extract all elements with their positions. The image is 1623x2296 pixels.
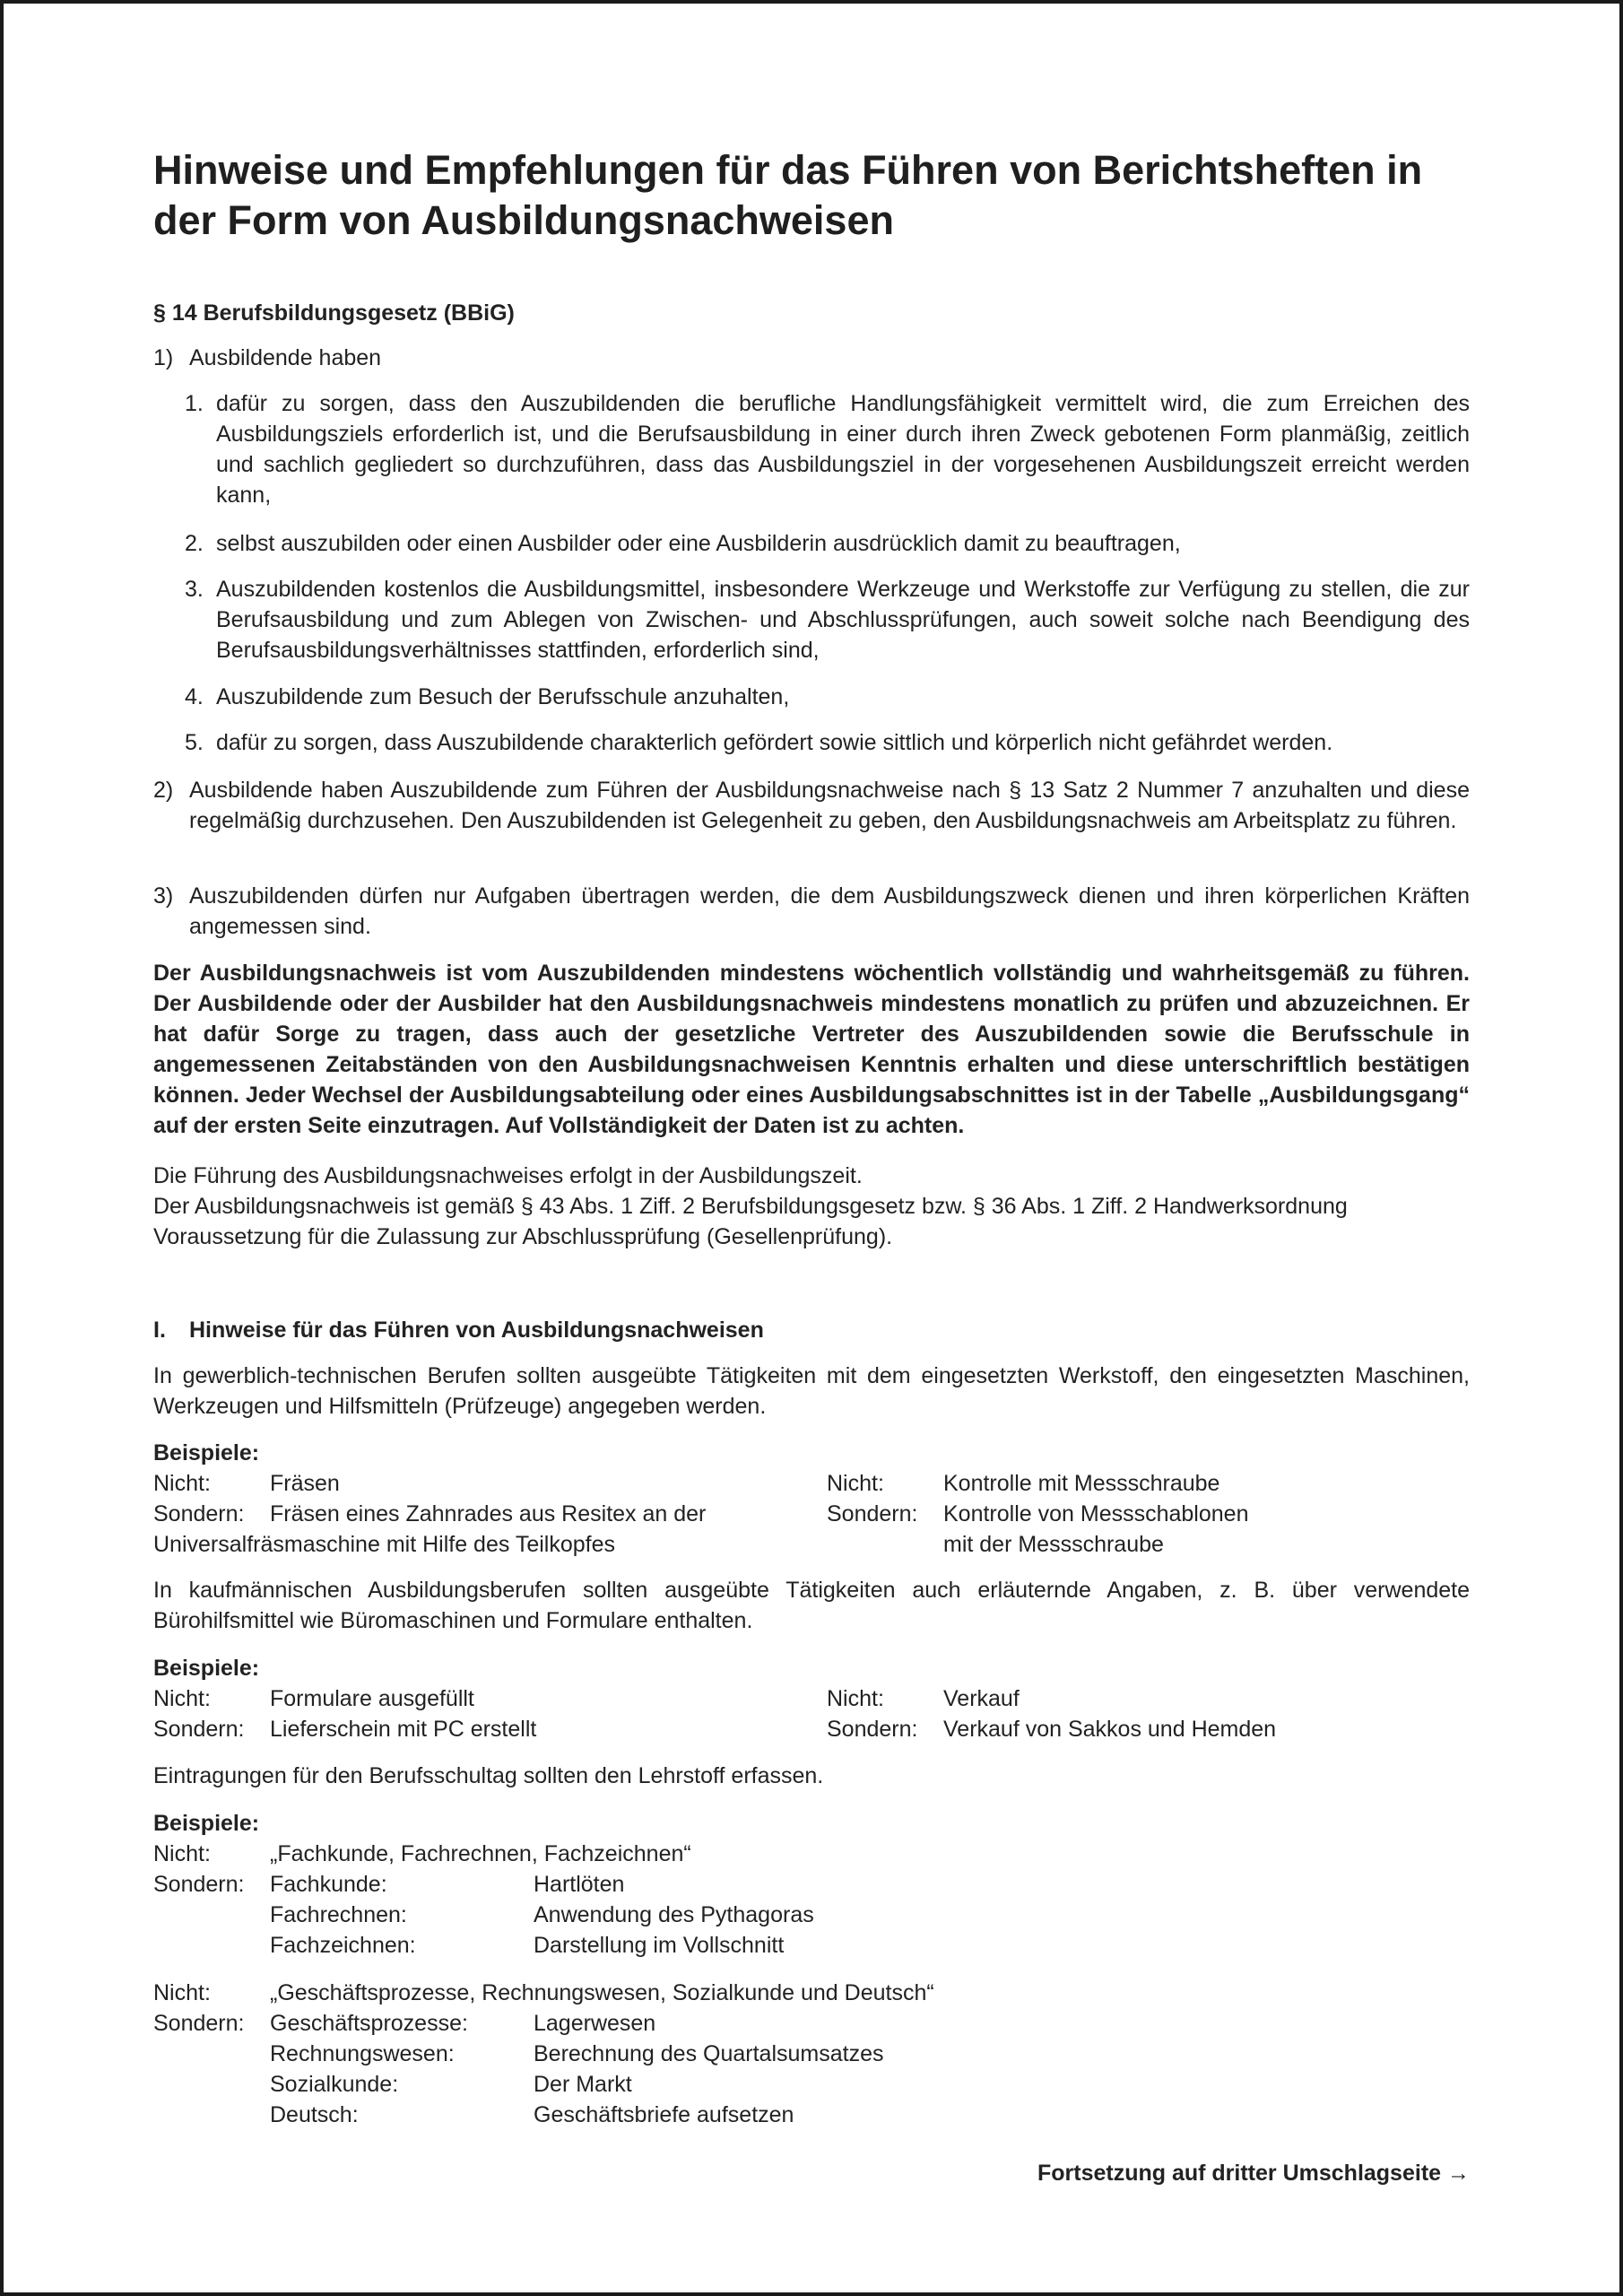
sondern-label: Sondern: bbox=[153, 1501, 245, 1526]
list-item-text: selbst auszubilden oder einen Ausbilder oder eine Ausbilderin ausdrücklich damit zu beauftragen, bbox=[216, 531, 1181, 556]
nicht-label: Nicht: bbox=[153, 1471, 211, 1496]
subject-label: Fachzeichnen: bbox=[270, 1933, 416, 1958]
paragraph-text: Auszubildenden dürfen nur Aufgaben übertragen werden, die dem Ausbildungszweck dienen und ihren körperlichen Kräften angemessen sind. bbox=[189, 883, 1470, 939]
subject-topic: Hartlöten bbox=[534, 1872, 625, 1897]
subject-label: Rechnungswesen: bbox=[270, 2041, 455, 2066]
example-sondern: Lieferschein mit PC erstellt bbox=[270, 1717, 537, 1742]
arrow-right-icon: → bbox=[1447, 2161, 1470, 2186]
list-item bbox=[185, 528, 1470, 559]
subject-topic: Anwendung des Pythagoras bbox=[534, 1902, 814, 1927]
paragraph-number: 3) bbox=[153, 883, 174, 909]
list-item-text: dafür zu sorgen, dass Auszubildende charakterlich gefördert sowie sittlich und körperlich nicht gefährdet werden. bbox=[216, 730, 1333, 755]
sondern-label: Sondern: bbox=[153, 2011, 245, 2036]
subject-topic: Der Markt bbox=[534, 2072, 632, 2097]
example-sondern: Fräsen eines Zahnrades aus Resitex an der bbox=[270, 1501, 707, 1526]
list-item-text: dafür zu sorgen, dass den Auszubildenden die berufliche Handlungsfähigkeit vermittelt wird, die zum Erreichen des Ausbildungsziels erforderlich ist, und die Berufsausbildung in einer durch ihren Zweck gebotenen Form planmäßig, zeitlich und sachlich gegliedert so durchzuführen, dass das Ausbildungsziel in der vorgesehenen Ausbildungszeit erreicht werden kann, bbox=[216, 391, 1470, 508]
subject-label: Geschäftsprozesse: bbox=[270, 2011, 468, 2036]
subject-label: Fachrechnen: bbox=[270, 1902, 407, 1927]
section-number: I. bbox=[153, 1318, 166, 1343]
example-nicht: Kontrolle mit Messschraube bbox=[943, 1471, 1220, 1496]
example-nicht: „Geschäftsprozesse, Rechnungswesen, Sozialkunde und Deutsch“ bbox=[270, 1980, 934, 2005]
sondern-label: Sondern: bbox=[827, 1717, 918, 1742]
example-sondern: Verkauf von Sakkos und Hemden bbox=[943, 1717, 1277, 1742]
subject-topic: Geschäftsbriefe aufsetzen bbox=[534, 2102, 794, 2127]
law-paragraph-3 bbox=[153, 881, 1470, 942]
example-sondern-cont: mit der Messschraube bbox=[943, 1532, 1164, 1557]
bold-notice: Der Ausbildungsnachweis ist vom Auszubildenden mindestens wöchentlich vollständig und wahrheitsgemäß zu führen. Der Ausbildende oder der Ausbilder hat den Ausbildungsnachweis mindestens monatlich zu prüfen und abzuzeichnen. Er hat dafür Sorge zu tragen, dass auch der gesetzliche Vertreter des Auszubildenden sowie die Berufsschule in angemessenen Zeitabständen von den Ausbildungsnachweisen Kenntnis erhalten und diese unterschriftlich bestätigen können. Jeder Wechsel der Ausbildungsabteilung oder eines Ausbildungsabschnittes ist in der Tabelle „Ausbildungsgang“ auf der ersten Seite einzutragen. Auf Vollständigkeit der Daten ist zu achten. bbox=[153, 961, 1470, 1138]
page-title: Hinweise und Empfehlungen für das Führen von Berichtsheften in der Form von Ausbildungsnachweisen bbox=[153, 147, 1423, 243]
list-item-number: 1. bbox=[185, 391, 204, 416]
sondern-label: Sondern: bbox=[153, 1872, 245, 1897]
subject-topic: Berechnung des Quartalsumsatzes bbox=[534, 2041, 884, 2066]
list-item-number: 3. bbox=[185, 577, 204, 602]
kaufm-paragraph: In kaufmännischen Ausbildungsberufen sollten ausgeübte Tätigkeiten auch erläuternde Angaben, z. B. über verwendete Bürohilfsmittel wie Büromaschinen und Formulare enthalten. bbox=[153, 1578, 1470, 1633]
nicht-label: Nicht: bbox=[827, 1686, 884, 1711]
example-nicht: „Fachkunde, Fachrechnen, Fachzeichnen“ bbox=[270, 1841, 691, 1866]
law-heading: § 14 Berufsbildungsgesetz (BBiG) bbox=[153, 300, 515, 326]
law-paragraph-2 bbox=[153, 775, 1470, 836]
law-p1-num: 1) bbox=[153, 345, 174, 370]
subject-label: Fachkunde: bbox=[270, 1872, 387, 1897]
paragraph-text: Ausbildende haben Auszubildende zum Führen der Ausbildungsnachweise nach § 13 Satz 2 Nummer 7 anzuhalten und diese regelmäßig durchzusehen. Den Auszubildenden ist Gelegenheit zu geben, den Ausbildungsnachweis am Arbeitsplatz zu führen. bbox=[189, 778, 1470, 833]
example-nicht: Fräsen bbox=[270, 1471, 340, 1496]
list-item-text: Auszubildenden kostenlos die Ausbildungsmittel, insbesondere Werkzeuge und Werkstoffe zur Verfügung zu stellen, die zur Berufsausbildung und zum Ablegen von Zwischen- und Abschlussprüfungen, auch soweit solche nach Beendigung des Berufsausbildungsverhältnisses stattfinden, erforderlich sind, bbox=[216, 577, 1470, 663]
nicht-label: Nicht: bbox=[153, 1980, 211, 2005]
list-item-number: 4. bbox=[185, 684, 204, 709]
examples-label: Beispiele: bbox=[153, 1440, 260, 1465]
examples-label: Beispiele: bbox=[153, 1656, 260, 1681]
nicht-label: Nicht: bbox=[153, 1841, 211, 1866]
subject-label: Deutsch: bbox=[270, 2102, 359, 2127]
paragraph-number: 2) bbox=[153, 778, 174, 803]
list-item bbox=[185, 574, 1470, 665]
sondern-label: Sondern: bbox=[827, 1501, 918, 1526]
nicht-label: Nicht: bbox=[153, 1686, 211, 1711]
example-nicht: Verkauf bbox=[943, 1686, 1020, 1711]
section-intro: In gewerblich-technischen Berufen sollten ausgeübte Tätigkeiten mit dem eingesetzten Werkstoff, den eingesetzten Maschinen, Werkzeugen und Hilfsmitteln (Prüfzeuge) angegeben werden. bbox=[153, 1363, 1470, 1419]
subject-topic: Darstellung im Vollschnitt bbox=[534, 1933, 785, 1958]
list-item-text: Auszubildende zum Besuch der Berufsschule anzuhalten, bbox=[216, 684, 790, 709]
law-p1-intro: Ausbildende haben bbox=[189, 345, 382, 370]
note-line-1: Die Führung des Ausbildungsnachweises erfolgt in der Ausbildungszeit. bbox=[153, 1163, 863, 1188]
list-item bbox=[185, 682, 1470, 712]
example-sondern-cont: Universalfräsmaschine mit Hilfe des Teilkopfes bbox=[153, 1532, 616, 1557]
schul-paragraph: Eintragungen für den Berufsschultag sollten den Lehrstoff erfassen. bbox=[153, 1763, 824, 1788]
note-line-2: Der Ausbildungsnachweis ist gemäß § 43 Abs. 1 Ziff. 2 Berufsbildungsgesetz bzw. § 36 Abs. 1 Ziff. 2 Handwerksordnung Voraussetzung für die Zulassung zur Abschlussprüfung (Gesellenprüfung). bbox=[153, 1194, 1348, 1249]
list-item bbox=[185, 388, 1470, 510]
list-item-number: 2. bbox=[185, 531, 204, 556]
subject-label: Sozialkunde: bbox=[270, 2072, 399, 2097]
continuation-note bbox=[153, 2158, 1470, 2188]
subject-topic: Lagerwesen bbox=[534, 2011, 656, 2036]
examples-label: Beispiele: bbox=[153, 1811, 260, 1836]
continuation-text: Fortsetzung auf dritter Umschlagseite bbox=[1037, 2161, 1442, 2186]
sondern-label: Sondern: bbox=[153, 1717, 245, 1742]
nicht-label: Nicht: bbox=[827, 1471, 884, 1496]
example-sondern: Kontrolle von Messschablonen bbox=[943, 1501, 1249, 1526]
section-heading: Hinweise für das Führen von Ausbildungsnachweisen bbox=[189, 1318, 764, 1343]
list-item bbox=[185, 727, 1470, 758]
example-nicht: Formulare ausgefüllt bbox=[270, 1686, 474, 1711]
list-item-number: 5. bbox=[185, 730, 204, 755]
